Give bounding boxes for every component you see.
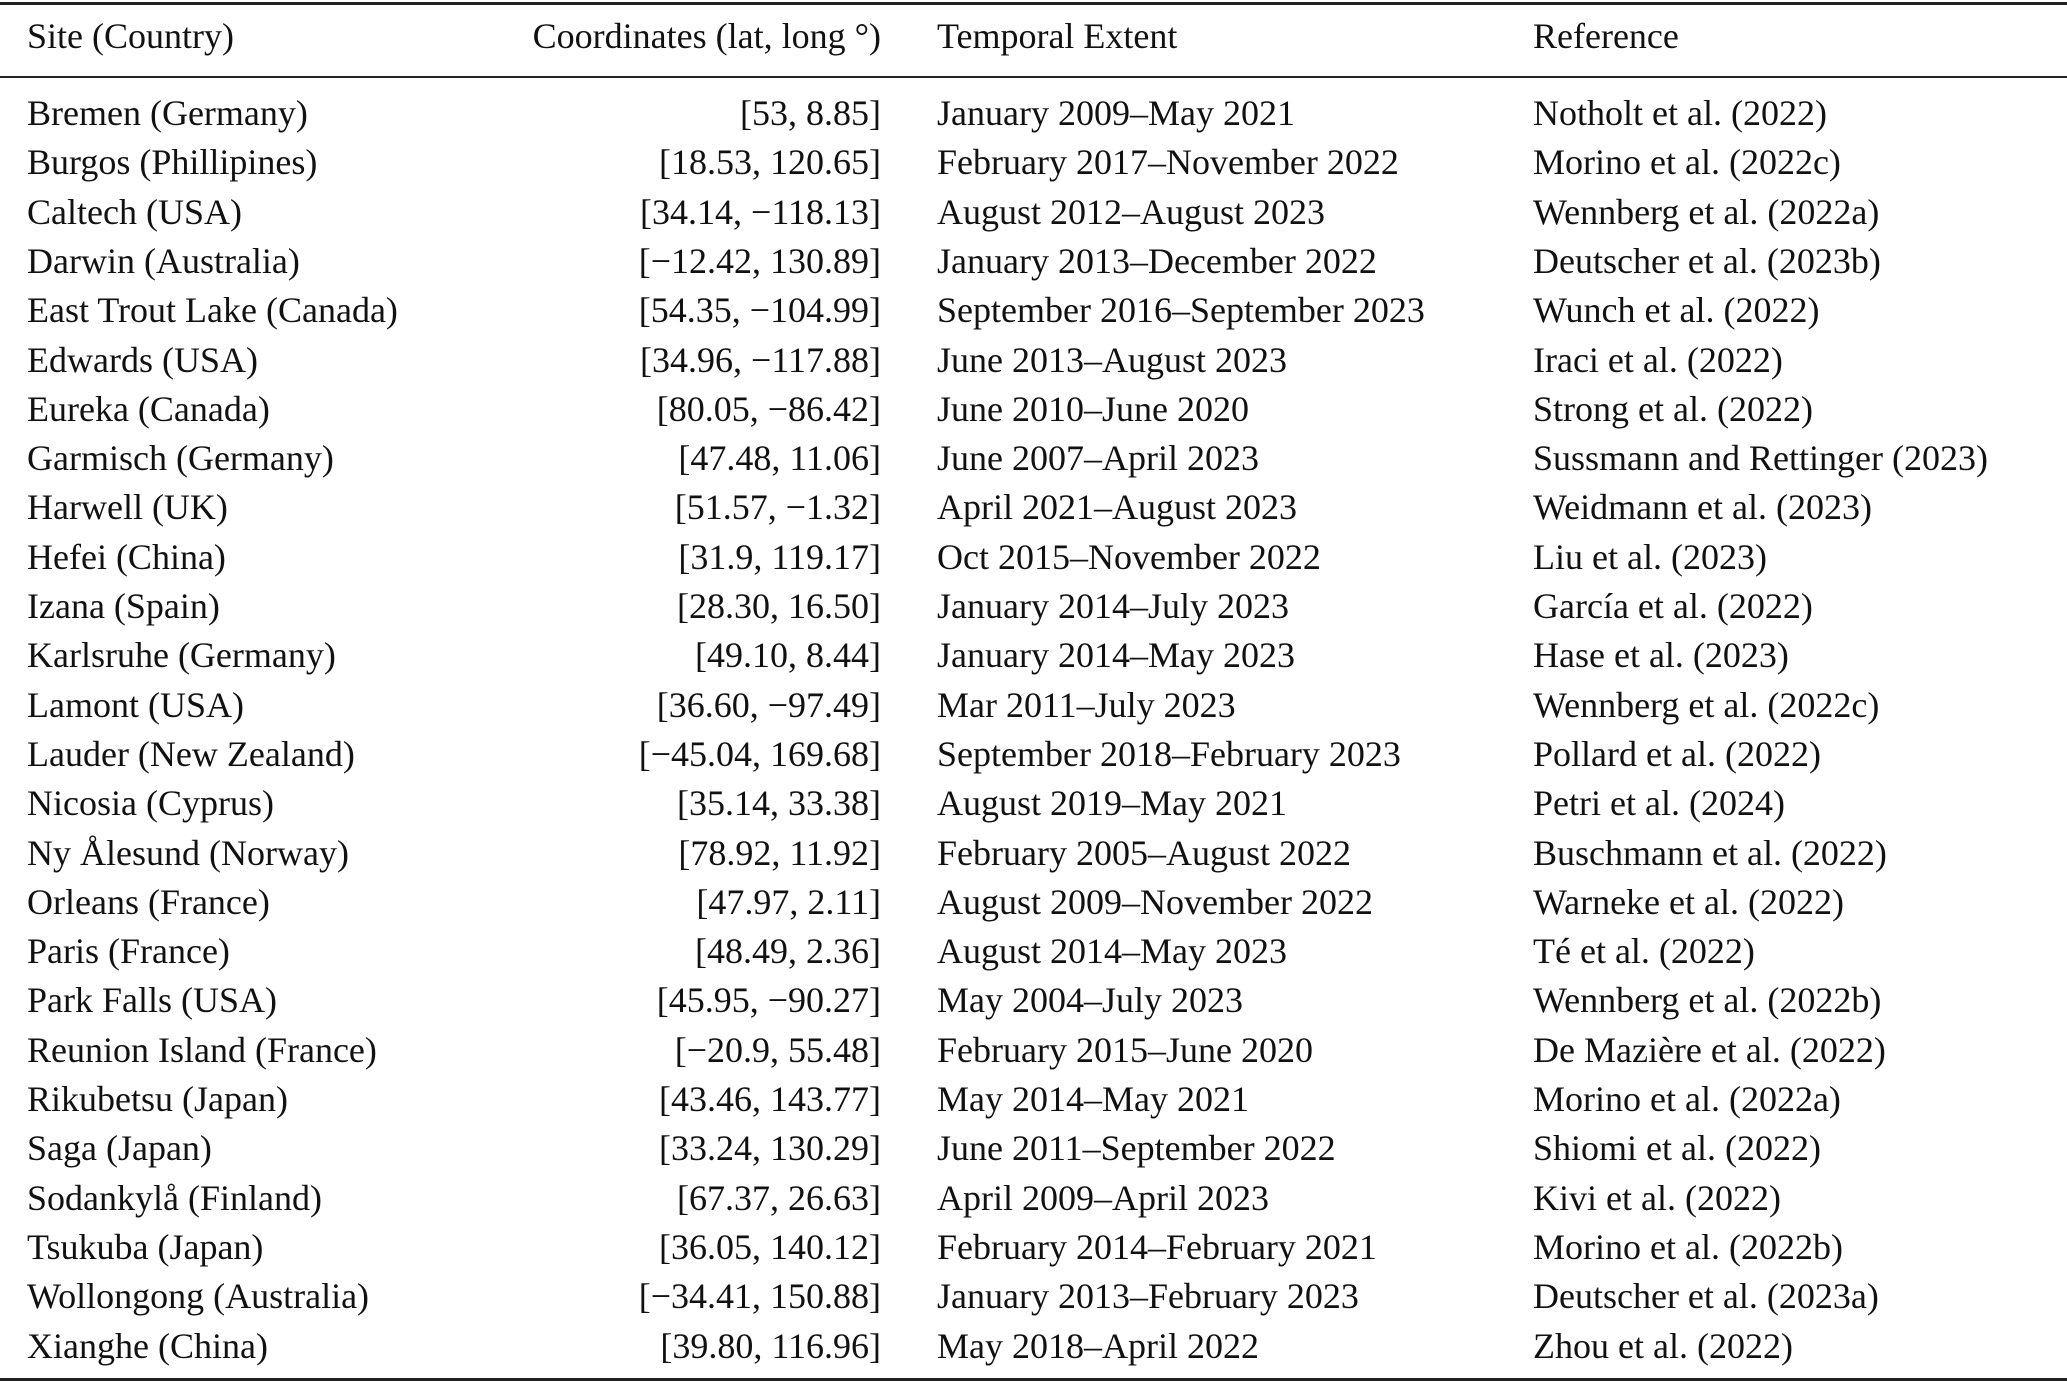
reference-cell: Petri et al. (2024) — [1533, 783, 1785, 824]
temporal-extent-cell: February 2014–February 2021 — [937, 1226, 1377, 1267]
reference-cell: Deutscher et al. (2023b) — [1533, 240, 1881, 281]
site-cell: Reunion Island (France) — [27, 1029, 377, 1070]
coordinates-cell: [78.92, 11.92] — [678, 832, 881, 873]
table-row — [0, 829, 2067, 878]
temporal-extent-cell: May 2014–May 2021 — [937, 1079, 1249, 1119]
site-cell: Ny Ålesund (Norway) — [27, 832, 349, 873]
site-cell: Garmisch (Germany) — [27, 438, 334, 479]
temporal-extent-cell: September 2016–September 2023 — [937, 290, 1425, 331]
coordinates-cell: [−12.42, 130.89] — [638, 240, 881, 281]
site-cell: Karlsruhe (Germany) — [27, 635, 336, 676]
reference-cell: De Mazière et al. (2022) — [1533, 1029, 1886, 1070]
coordinates-cell: [54.35, −104.99] — [638, 290, 881, 331]
reference-cell: Deutscher et al. (2023a) — [1533, 1276, 1879, 1317]
reference-cell: Wunch et al. (2022) — [1533, 290, 1820, 331]
coordinates-cell: [48.49, 2.36] — [695, 931, 881, 972]
temporal-extent-cell: February 2005–August 2022 — [937, 832, 1351, 873]
table-row — [0, 779, 2067, 828]
table-row — [0, 1322, 2067, 1371]
reference-cell: Notholt et al. (2022) — [1533, 93, 1827, 133]
coordinates-cell: [28.30, 16.50] — [677, 586, 881, 626]
site-cell: Lauder (New Zealand) — [27, 733, 355, 774]
table-row — [0, 1174, 2067, 1223]
coordinates-cell: [51.57, −1.32] — [674, 487, 881, 528]
table-row — [0, 927, 2067, 976]
table-row — [0, 89, 2067, 138]
temporal-extent-cell: January 2014–May 2023 — [937, 635, 1295, 676]
reference-cell: Shiomi et al. (2022) — [1533, 1128, 1821, 1169]
table-row — [0, 237, 2067, 286]
reference-cell: Té et al. (2022) — [1533, 931, 1755, 972]
coordinates-cell: [47.97, 2.11] — [696, 881, 881, 922]
site-cell: Orleans (France) — [27, 881, 270, 922]
site-cell: Saga (Japan) — [27, 1128, 212, 1169]
coordinates-cell: [45.95, −90.27] — [656, 980, 881, 1021]
site-cell: Darwin (Australia) — [27, 240, 300, 281]
reference-cell: Liu et al. (2023) — [1533, 536, 1767, 577]
coordinates-cell: [80.05, −86.42] — [656, 388, 881, 429]
temporal-extent-cell: June 2011–September 2022 — [937, 1128, 1336, 1169]
site-cell: Izana (Spain) — [27, 586, 220, 626]
coordinates-cell: [18.53, 120.65] — [659, 142, 881, 183]
site-cell: Nicosia (Cyprus) — [27, 783, 274, 824]
coordinates-cell: [33.24, 130.29] — [659, 1128, 881, 1169]
temporal-extent-cell: August 2014–May 2023 — [937, 931, 1287, 972]
table-row — [0, 533, 2067, 582]
table-row — [0, 681, 2067, 730]
reference-cell: Buschmann et al. (2022) — [1533, 832, 1887, 873]
reference-cell: García et al. (2022) — [1533, 586, 1813, 626]
coordinates-cell: [34.96, −117.88] — [640, 339, 881, 380]
coordinates-cell: [−45.04, 169.68] — [638, 733, 881, 774]
coordinates-cell: [39.80, 116.96] — [660, 1325, 881, 1366]
table-row — [0, 730, 2067, 779]
site-cell: Edwards (USA) — [27, 339, 258, 380]
table-row — [0, 336, 2067, 385]
temporal-extent-cell: June 2010–June 2020 — [937, 388, 1249, 429]
site-cell: Sodankylå (Finland) — [27, 1177, 322, 1218]
temporal-extent-cell: August 2012–August 2023 — [937, 191, 1326, 232]
site-cell: Eureka (Canada) — [27, 388, 270, 429]
temporal-extent-cell: August 2019–May 2021 — [937, 783, 1287, 824]
table-row — [0, 1075, 2067, 1124]
coordinates-cell: [34.14, −118.13] — [640, 191, 881, 232]
temporal-extent-cell: January 2013–February 2023 — [937, 1276, 1359, 1317]
reference-cell: Zhou et al. (2022) — [1533, 1325, 1793, 1366]
coordinates-cell: [47.48, 11.06] — [678, 438, 881, 479]
reference-cell: Hase et al. (2023) — [1533, 635, 1789, 676]
temporal-extent-cell: September 2018–February 2023 — [937, 733, 1401, 774]
site-cell: Tsukuba (Japan) — [27, 1226, 264, 1267]
site-cell: Wollongong (Australia) — [27, 1276, 370, 1317]
coordinates-cell: [43.46, 143.77] — [659, 1079, 881, 1119]
temporal-extent-cell: January 2013–December 2022 — [937, 240, 1377, 281]
header-temporal-extent: Temporal Extent — [937, 16, 1178, 56]
coordinates-cell: [67.37, 26.63] — [677, 1177, 881, 1218]
reference-cell: Pollard et al. (2022) — [1533, 733, 1821, 774]
header-rule — [0, 76, 2067, 78]
reference-cell: Wennberg et al. (2022b) — [1533, 980, 1882, 1021]
reference-cell: Wennberg et al. (2022a) — [1533, 191, 1880, 232]
temporal-extent-cell: January 2009–May 2021 — [937, 93, 1295, 133]
coordinates-cell: [−20.9, 55.48] — [674, 1029, 881, 1070]
site-cell: Caltech (USA) — [27, 191, 242, 232]
reference-cell: Warneke et al. (2022) — [1533, 881, 1844, 922]
reference-cell: Kivi et al. (2022) — [1533, 1177, 1781, 1218]
table-row — [0, 483, 2067, 532]
site-cell: Rikubetsu (Japan) — [27, 1079, 288, 1119]
site-cell: Bremen (Germany) — [27, 93, 308, 133]
site-cell: Park Falls (USA) — [27, 980, 277, 1021]
reference-cell: Morino et al. (2022c) — [1533, 142, 1841, 183]
header-coordinates: Coordinates (lat, long °) — [532, 16, 881, 56]
temporal-extent-cell: January 2014–July 2023 — [937, 586, 1289, 626]
table-row — [0, 138, 2067, 187]
reference-cell: Morino et al. (2022a) — [1533, 1079, 1841, 1119]
site-cell: Burgos (Phillipines) — [27, 142, 318, 183]
reference-cell: Sussmann and Rettinger (2023) — [1533, 438, 1988, 479]
temporal-extent-cell: April 2021–August 2023 — [937, 487, 1297, 528]
site-cell: Paris (France) — [27, 931, 230, 972]
coordinates-cell: [35.14, 33.38] — [677, 783, 881, 824]
table-row — [0, 1223, 2067, 1272]
site-cell: Hefei (China) — [27, 536, 226, 577]
table-row — [0, 434, 2067, 483]
temporal-extent-cell: May 2018–April 2022 — [937, 1325, 1259, 1366]
temporal-extent-cell: June 2007–April 2023 — [937, 438, 1259, 479]
temporal-extent-cell: Oct 2015–November 2022 — [937, 536, 1321, 577]
coordinates-cell: [−34.41, 150.88] — [638, 1276, 881, 1317]
header-row — [0, 12, 2067, 61]
site-cell: Lamont (USA) — [27, 684, 244, 725]
site-cell: Harwell (UK) — [27, 487, 228, 528]
table-row — [0, 582, 2067, 631]
coordinates-cell: [31.9, 119.17] — [678, 536, 881, 577]
coordinates-cell: [53, 8.85] — [740, 93, 881, 133]
header-site: Site (Country) — [27, 16, 234, 56]
table-row — [0, 1026, 2067, 1075]
table-row — [0, 631, 2067, 680]
reference-cell: Morino et al. (2022b) — [1533, 1226, 1843, 1267]
table-row — [0, 976, 2067, 1025]
top-rule — [0, 2, 2067, 5]
table-row — [0, 1272, 2067, 1321]
temporal-extent-cell: February 2015–June 2020 — [937, 1029, 1313, 1070]
reference-cell: Iraci et al. (2022) — [1533, 339, 1783, 380]
coordinates-cell: [36.60, −97.49] — [656, 684, 881, 725]
header-reference: Reference — [1533, 16, 1679, 56]
table-row — [0, 286, 2067, 335]
table-row — [0, 1124, 2067, 1173]
temporal-extent-cell: May 2004–July 2023 — [937, 980, 1243, 1021]
bottom-rule — [0, 1378, 2067, 1381]
table-row — [0, 188, 2067, 237]
coordinates-cell: [36.05, 140.12] — [659, 1226, 881, 1267]
site-cell: Xianghe (China) — [27, 1325, 268, 1366]
table-row — [0, 385, 2067, 434]
site-cell: East Trout Lake (Canada) — [27, 290, 398, 331]
temporal-extent-cell: February 2017–November 2022 — [937, 142, 1399, 183]
temporal-extent-cell: June 2013–August 2023 — [937, 339, 1287, 380]
reference-cell: Wennberg et al. (2022c) — [1533, 684, 1880, 725]
reference-cell: Weidmann et al. (2023) — [1533, 487, 1872, 528]
reference-cell: Strong et al. (2022) — [1533, 388, 1813, 429]
table-row — [0, 878, 2067, 927]
coordinates-cell: [49.10, 8.44] — [695, 635, 881, 676]
temporal-extent-cell: Mar 2011–July 2023 — [937, 684, 1236, 725]
temporal-extent-cell: April 2009–April 2023 — [937, 1177, 1269, 1218]
temporal-extent-cell: August 2009–November 2022 — [937, 881, 1373, 922]
